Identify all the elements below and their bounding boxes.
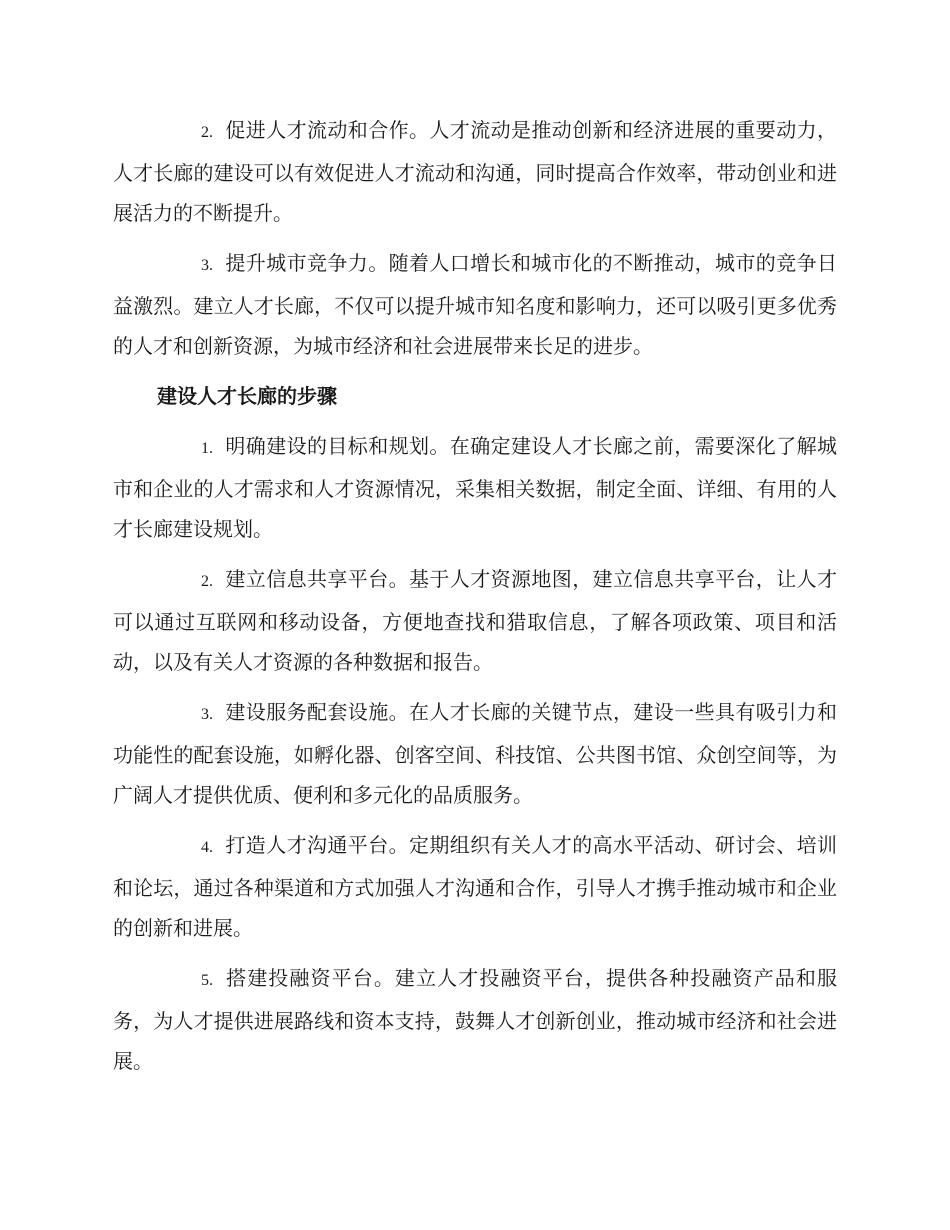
document-page xyxy=(113,110,837,1091)
list-item-number: 3. xyxy=(201,257,213,274)
list-item-number: 2. xyxy=(201,573,213,590)
list-item-number: 3. xyxy=(201,706,213,723)
list-item-text: 促进人才流动和合作。人才流动是推动创新和经济进展的重要动力，人才长廊的建设可以有效促进人才流动和沟通，同时提高合作效率，带动创业和进展活力的不断提升。 xyxy=(113,118,837,225)
list-item-number: 1. xyxy=(201,440,213,457)
list-item-number: 2. xyxy=(201,124,213,141)
list-item-text: 建设服务配套设施。在人才长廊的关键节点，建设一些具有吸引力和功能性的配套设施，如孵化器、创客空间、科技馆、公共图书馆、众创空间等，为广阔人才提供优质、便利和多元化的品质服务。 xyxy=(113,700,837,807)
list-item-text: 打造人才沟通平台。定期组织有关人才的高水平活动、研讨会、培训和论坛，通过各种渠道和方式加强人才沟通和合作，引导人才携手推动城市和企业的创新和进展。 xyxy=(113,833,837,940)
list-item xyxy=(113,692,837,815)
list-item-text: 明确建设的目标和规划。在确定建设人才长廊之前，需要深化了解城市和企业的人才需求和人才资源情况，采集相关数据，制定全面、详细、有用的人才长廊建设规划。 xyxy=(113,434,837,541)
list-item xyxy=(113,110,837,233)
list-item xyxy=(113,825,837,948)
list-item-number: 4. xyxy=(201,839,213,856)
list-item xyxy=(113,559,837,682)
list-item-text: 建立信息共享平台。基于人才资源地图，建立信息共享平台，让人才可以通过互联网和移动设备，方便地查找和猎取信息，了解各项政策、项目和活动，以及有关人才资源的各种数据和报告。 xyxy=(113,567,837,674)
list-item xyxy=(113,243,837,366)
list-item-text: 搭建投融资平台。建立人才投融资平台，提供各种投融资产品和服务，为人才提供进展路线和资本支持，鼓舞人才创新创业，推动城市经济和社会进展。 xyxy=(113,966,837,1073)
list-item-text: 提升城市竞争力。随着人口增长和城市化的不断推动，城市的竞争日益激烈。建立人才长廊，不仅可以提升城市知名度和影响力，还可以吸引更多优秀的人才和创新资源，为城市经济和社会进展带来长足的进步。 xyxy=(113,251,837,358)
section-heading: 建设人才长廊的步骤 xyxy=(157,384,337,408)
list-item xyxy=(113,958,837,1081)
list-item-number: 5. xyxy=(201,972,213,989)
list-item xyxy=(113,426,837,549)
